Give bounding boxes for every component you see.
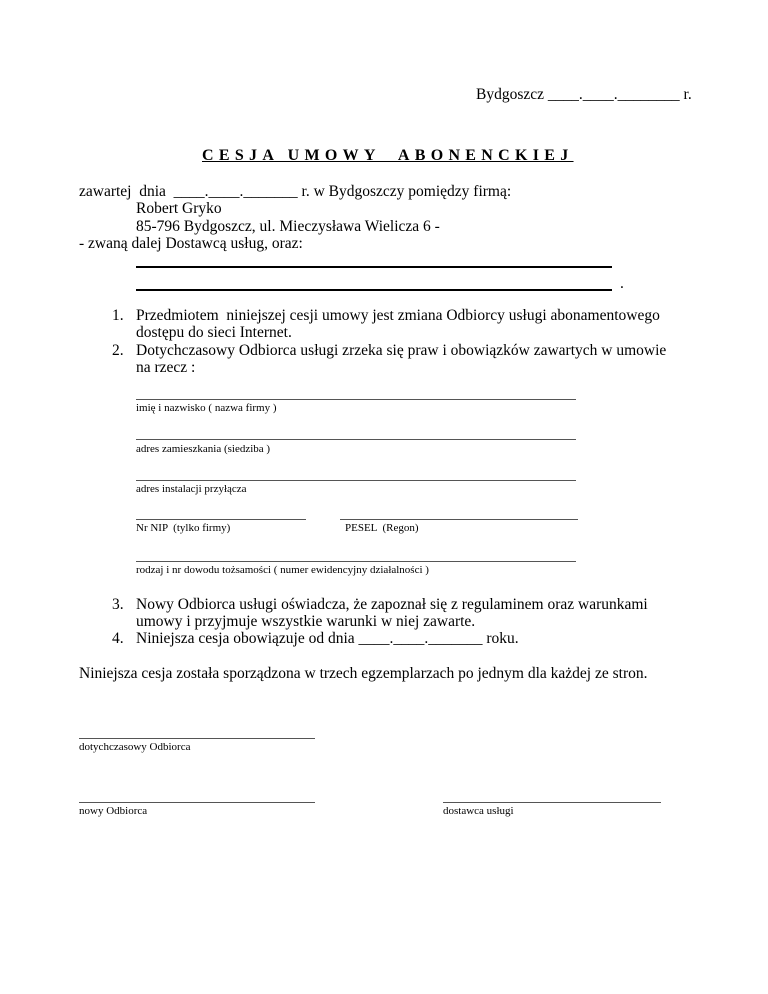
id-field-label: rodzaj i nr dowodu tożsamości ( numer ewidencyjny działalności ) bbox=[136, 564, 429, 576]
item-1-line-1: Przedmiotem niniejszej cesji umowy jest zmiana Odbiorcy usługi abonamentowego bbox=[136, 307, 660, 324]
item-2-line-1: Dotychczasowy Odbiorca usługi zrzeka się praw i obowiązków zawartych w umowie bbox=[136, 342, 667, 359]
new-party-line-2 bbox=[136, 289, 612, 291]
contract-date-line: zawartej dnia ____.____._______ r. w Bydgoszczy pomiędzy firmą: bbox=[79, 183, 512, 200]
provider-label: dostawca usługi bbox=[443, 805, 514, 817]
closing-statement: Niniejsza cesja została sporządzona w trzech egzemplarzach po jednym dla każdej ze stron. bbox=[79, 665, 648, 682]
company-address: 85-796 Bydgoszcz, ul. Mieczysława Wielicza 6 - bbox=[136, 218, 440, 235]
item-3-line-1: Nowy Odbiorca usługi oświadcza, że zapoznał się z regulaminem oraz warunkami bbox=[136, 596, 648, 613]
new-recipient-label: nowy Odbiorca bbox=[79, 805, 148, 817]
installation-field-label: adres instalacji przyłącza bbox=[136, 483, 247, 495]
item-4-line-1: Niniejsza cesja obowiązuje od dnia ____.____._______ roku. bbox=[136, 630, 519, 647]
new-recipient-signature-line bbox=[79, 802, 315, 803]
item-3-line-2: umowy i przyjmuje wszystkie warunki w niej zawarte. bbox=[136, 613, 476, 630]
trailing-dot: . bbox=[620, 275, 624, 292]
company-name: Robert Gryko bbox=[136, 200, 222, 217]
item-1-line-2: dostępu do sieci Internet. bbox=[136, 324, 292, 341]
address-field-label: adres zamieszkania (siedziba ) bbox=[136, 443, 271, 455]
nip-field-line bbox=[136, 519, 306, 520]
item-number-3: 3. bbox=[112, 596, 124, 613]
item-number-2: 2. bbox=[112, 342, 124, 359]
item-2-line-2: na rzecz : bbox=[136, 359, 196, 376]
nip-field-label: Nr NIP (tylko firmy) bbox=[136, 522, 231, 534]
item-number-1: 1. bbox=[112, 307, 124, 324]
item-number-4: 4. bbox=[112, 630, 124, 647]
pesel-field-line bbox=[340, 519, 578, 520]
document-title: CESJA UMOWY ABONENCKIEJ bbox=[202, 147, 574, 164]
pesel-field-label: PESEL (Regon) bbox=[345, 522, 419, 534]
place-date-line: Bydgoszcz ____.____.________ r. bbox=[476, 86, 692, 103]
new-party-line-1 bbox=[136, 266, 612, 268]
name-field-label: imię i nazwisko ( nazwa firmy ) bbox=[136, 402, 277, 414]
provider-signature-line bbox=[443, 802, 661, 803]
provider-line: - zwaną dalej Dostawcą usług, oraz: bbox=[79, 235, 303, 252]
name-field-line bbox=[136, 399, 576, 400]
previous-recipient-signature-line bbox=[79, 738, 315, 739]
installation-field-line bbox=[136, 480, 576, 481]
previous-recipient-label: dotychczasowy Odbiorca bbox=[79, 741, 191, 753]
id-field-line bbox=[136, 561, 576, 562]
address-field-line bbox=[136, 439, 576, 440]
